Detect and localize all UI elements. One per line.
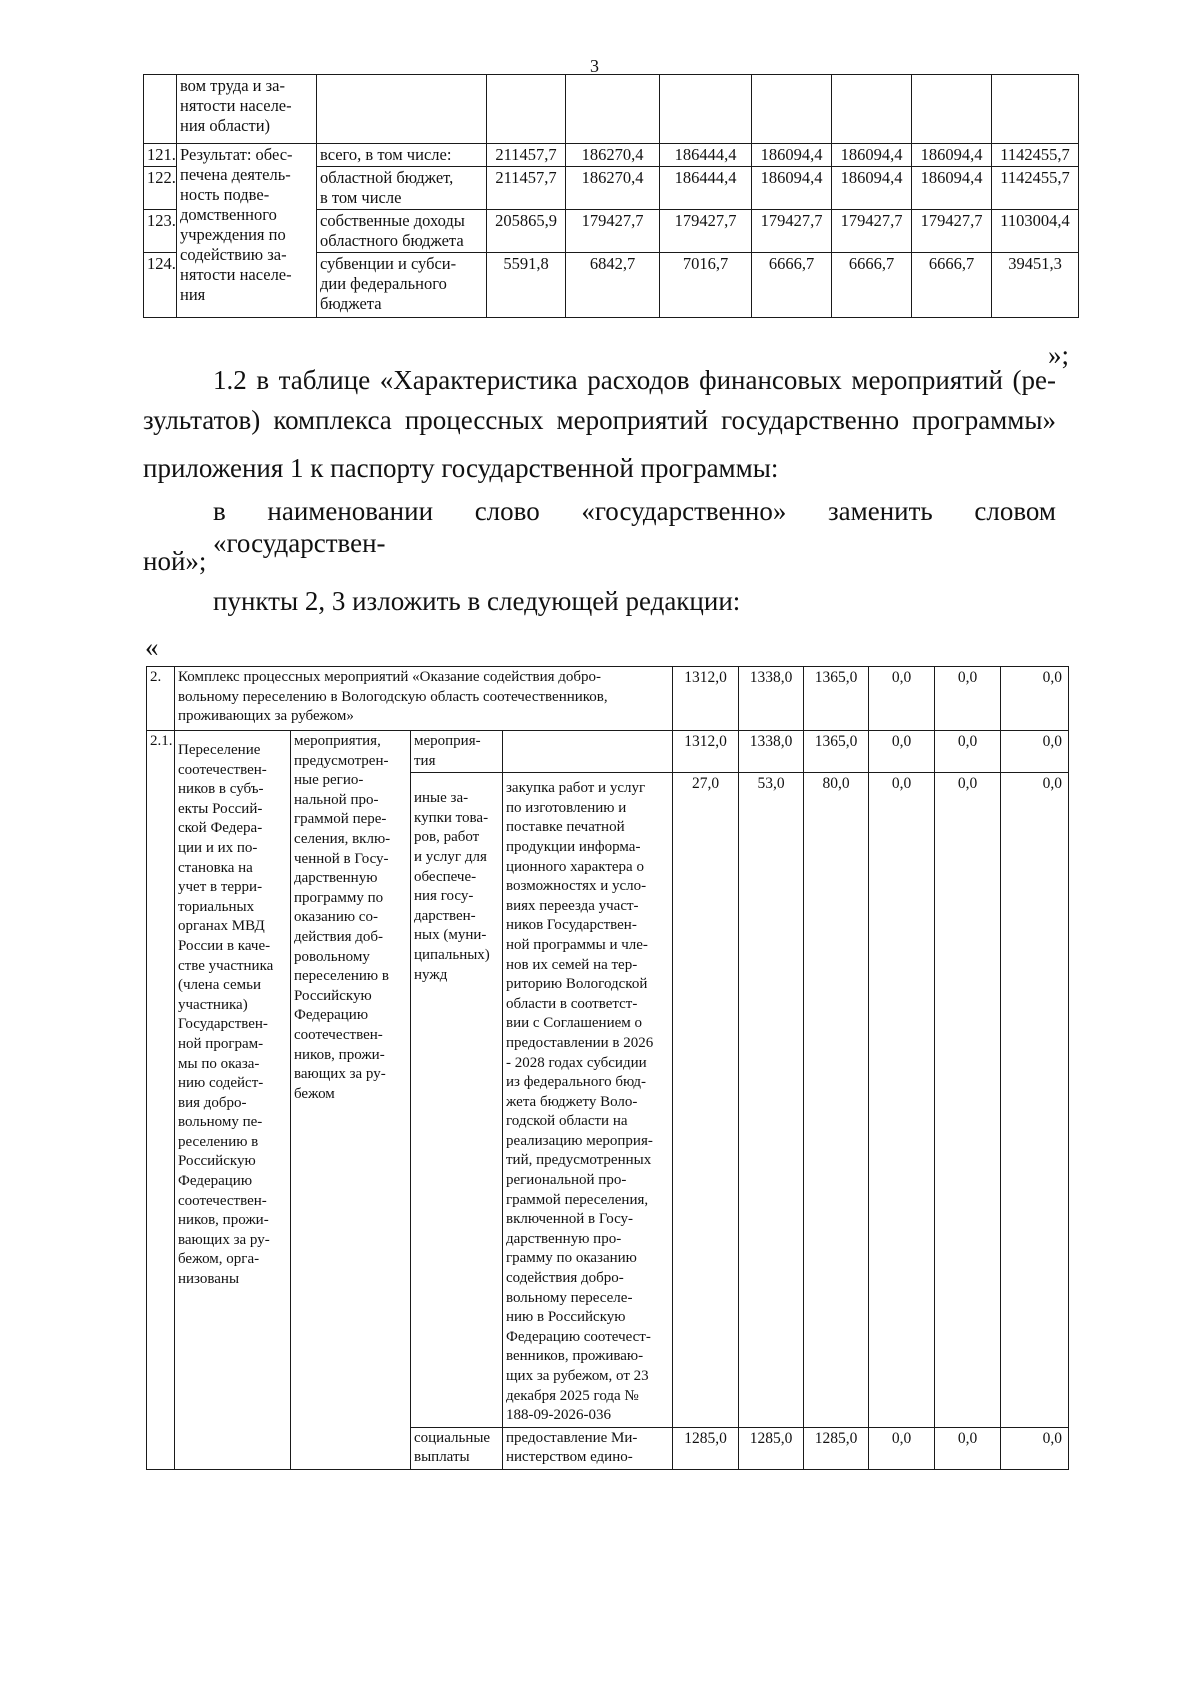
value-cell: 7016,7 [660,253,752,318]
value-cell: 1338,0 [739,731,804,773]
paragraph-line: ной»; [143,546,207,576]
value-cell: 6666,7 [912,253,992,318]
value-cell: 6842,7 [566,253,660,318]
value-cell: 186444,4 [660,144,752,167]
value-cell: 205865,9 [487,210,566,253]
expense-type: иные за- купки това- ров, работ и услуг для обеспече- ния госу- дарствен- ных (муни- ципальных) нужд [411,773,503,1428]
row-label: областной бюджет, в том числе [317,167,487,210]
value-cell: 211457,7 [487,144,566,167]
value-cell: 0,0 [935,667,1001,731]
page-number: 3 [590,56,599,76]
value-cell: 1365,0 [804,667,869,731]
expenses-table [146,666,1069,1470]
value-cell: 53,0 [739,773,804,1428]
table-row [144,75,1079,144]
row-number: 2. [147,667,175,731]
value-cell: 186094,4 [832,144,912,167]
value-cell: 186270,4 [566,144,660,167]
paragraph-line: 1.2 в таблице «Характеристика расходов финансовых мероприятий (ре- [213,365,1056,395]
value-cell: 5591,8 [487,253,566,318]
row-label: субвенции и субси- дии федерального бюджета [317,253,487,318]
paragraph-line: пункты 2, 3 изложить в следующей редакции: [213,586,741,616]
value-cell: 1312,0 [673,731,739,773]
paragraph-line: в наименовании слово «государственно» заменить словом «государствен- [213,496,1056,558]
value-cell: 80,0 [804,773,869,1428]
value-cell: 39451,3 [992,253,1079,318]
value-cell: 6666,7 [832,253,912,318]
row-number: 121. [144,144,177,167]
value-cell: 179427,7 [912,210,992,253]
results-table [143,74,1079,318]
value-cell: 1103004,4 [992,210,1079,253]
value-cell: 0,0 [935,773,1001,1428]
row-number: 123. [144,210,177,253]
continuation-label: вом труда и за- нятости населе- ния области) [177,75,317,144]
value-cell: 1142455,7 [992,167,1079,210]
paragraph-line: приложения 1 к паспорту государственной программы: [143,453,779,483]
value-cell: 27,0 [673,773,739,1428]
measures-cell: мероприятия, предусмотрен- ные регио- нальной про- граммой пере- селения, вклю- ченной в Госу- дарственную программу по оказанию со- действия доб- ровольному переселению в Российскую Федерацию соотечествен- ников, прожи- вающих за ру- бежом [291,731,411,1470]
expense-description: закупка работ и услуг по изготовлению и поставке печатной продукции информа- ционного характера о возможностях и усло- виях переезда участ- ников Государствен- ной программы и чле- нов их семей на тер- риторию Вологодской области в соответст- вии с Соглашением о предоставлении в 2026 - 2028 годах субсидии из федерального бюд- жета бюджету Воло- годской области на реализацию мероприя- тий, предусмотренных региональной про- граммой переселения, включенной в Госу- дарственную про- грамму по оказанию содействия добро- вольному переселе- нию в Российскую Федерацию соотечест- венников, проживаю- щих за рубежом, от 23 декабря 2025 года № 188-09-2026-036 [503,773,673,1428]
row-number: 2.1. [147,731,175,1470]
opening-quote: « [145,632,159,662]
value-cell: 186270,4 [566,167,660,210]
table-row [147,667,1069,731]
value-cell: 0,0 [869,1427,935,1469]
type-header: мероприя- тия [411,731,503,773]
row-label: всего, в том числе: [317,144,487,167]
value-cell: 186444,4 [660,167,752,210]
closing-quote: »; [1048,340,1070,370]
expense-type: социальные выплаты [411,1427,503,1469]
value-cell: 0,0 [1001,667,1069,731]
value-cell: 179427,7 [566,210,660,253]
value-cell: 211457,7 [487,167,566,210]
value-cell: 1285,0 [673,1427,739,1469]
result-name: Переселение соотечествен- ников в субъ- екты Россий- ской Федера- ции и их по- становка на учет в терри- ториальных органах МВД России в каче- стве участника (члена семьи участника) Государствен- ной програм- мы по оказа- нию содейст- вия добро- вольному пе- реселению в Российскую Федерацию соотечествен- ников, прожи- вающих за ру- бежом, орга- низованы [175,731,291,1470]
value-cell: 179427,7 [832,210,912,253]
result-label: Результат: обес- печена деятель- ность подве- домственного учреждения по содействию за- нятости населе- ния [177,144,317,318]
value-cell: 0,0 [935,1427,1001,1469]
value-cell: 6666,7 [752,253,832,318]
value-cell: 179427,7 [660,210,752,253]
row-number: 124. [144,253,177,318]
expense-description: предоставление Ми- нистерством едино- [503,1427,673,1469]
value-cell: 1312,0 [673,667,739,731]
value-cell: 0,0 [935,731,1001,773]
value-cell: 1365,0 [804,731,869,773]
value-cell: 186094,4 [832,167,912,210]
value-cell: 0,0 [1001,731,1069,773]
table-row [144,144,1079,167]
value-cell: 179427,7 [752,210,832,253]
value-cell: 186094,4 [752,167,832,210]
value-cell: 0,0 [869,773,935,1428]
value-cell: 1285,0 [804,1427,869,1469]
value-cell: 0,0 [869,667,935,731]
value-cell: 186094,4 [912,144,992,167]
value-cell: 1285,0 [739,1427,804,1469]
value-cell: 0,0 [1001,773,1069,1428]
value-cell: 186094,4 [912,167,992,210]
value-cell: 0,0 [1001,1427,1069,1469]
complex-title: Комплекс процессных мероприятий «Оказание содействия добро- вольному переселению в Вологодскую область соотечественников, проживающих за рубежом» [175,667,673,731]
value-cell: 0,0 [869,731,935,773]
table-row [147,731,1069,773]
row-number: 122. [144,167,177,210]
value-cell: 1142455,7 [992,144,1079,167]
row-label: собственные доходы областного бюджета [317,210,487,253]
value-cell: 1338,0 [739,667,804,731]
paragraph-line: зультатов) комплекса процессных мероприятий государственно программы» [143,405,1056,435]
value-cell: 186094,4 [752,144,832,167]
